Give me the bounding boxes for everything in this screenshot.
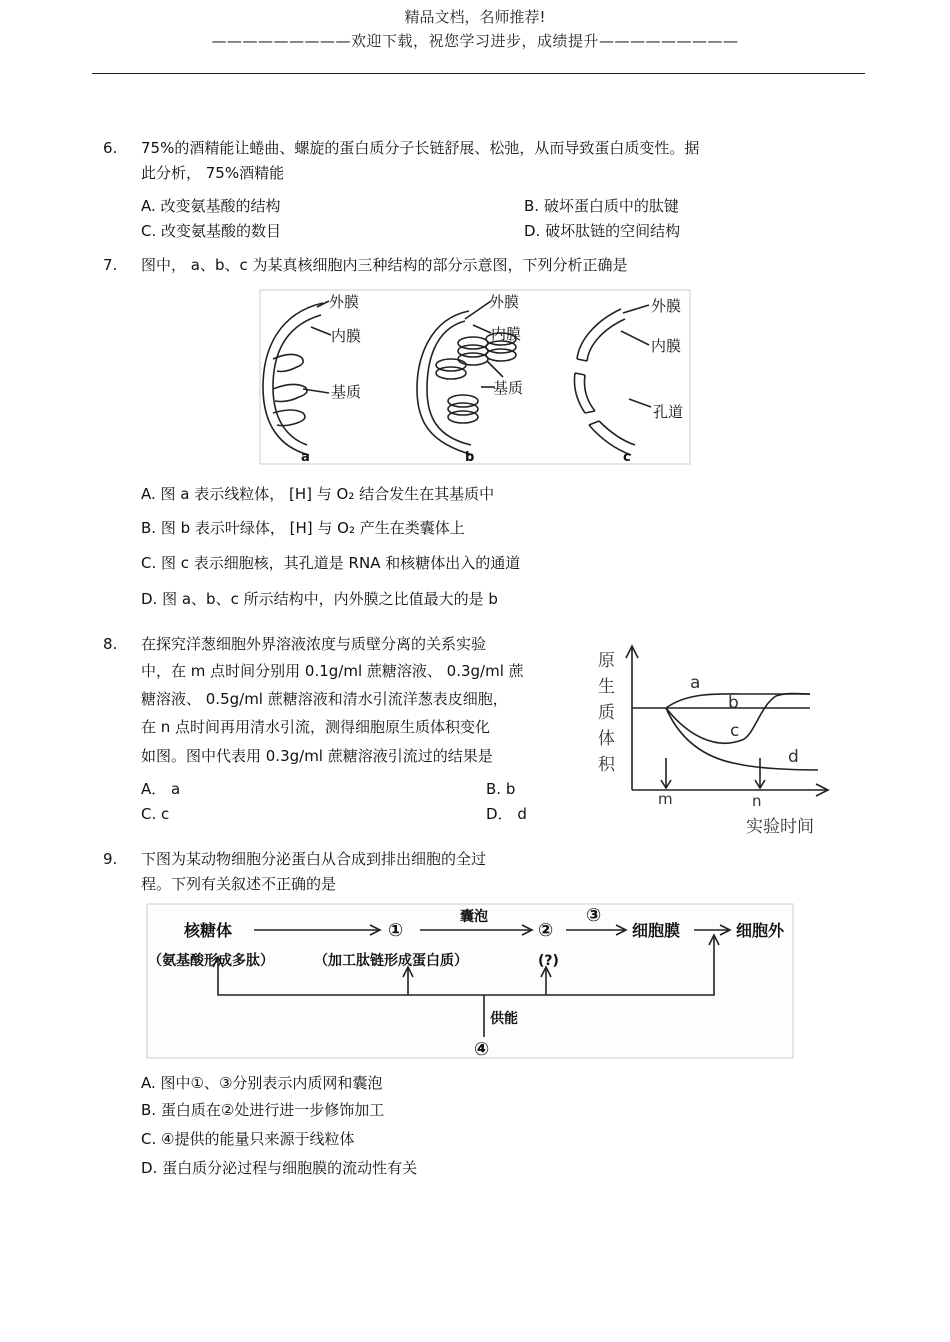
q6-option-d: D. 破坏肽链的空间结构 bbox=[524, 222, 681, 240]
c-inner-membrane bbox=[587, 319, 625, 361]
q8-stem-line4: 在 n 点时间再用清水引流，测得细胞原生质体积变化 bbox=[141, 718, 491, 736]
ylabel-char-1: 原 bbox=[598, 651, 615, 671]
q7-option-c: C. 图 c 表示细胞核，其孔道是 RNA 和核糖体出入的通道 bbox=[141, 554, 521, 572]
q6-option-c: C. 改变氨基酸的数目 bbox=[141, 222, 282, 240]
q6-number: 6. bbox=[103, 139, 118, 157]
b-inner-membrane bbox=[427, 321, 471, 445]
q8-option-d: D． d bbox=[486, 805, 527, 823]
node-3: ③ bbox=[586, 905, 602, 926]
a-outer-membrane bbox=[263, 303, 323, 455]
q9-option-c: C. ④提供的能量只来源于线粒体 bbox=[141, 1130, 355, 1148]
c-label-inner: 内膜 bbox=[651, 337, 682, 355]
q7-stem: 图中， a、b、c 为某真核细胞内三种结构的部分示意图，下列分析正确是 bbox=[141, 256, 628, 274]
ylabel-char-2: 生 bbox=[598, 677, 615, 697]
c-outer-membrane bbox=[577, 309, 621, 359]
fig-label-c: c bbox=[623, 450, 631, 465]
q8-stem-line2: 中，在 m 点时间分别用 0.1g/ml 蔗糖溶液、 0.3g/ml 蔗 bbox=[141, 662, 524, 680]
q9-stem-line1: 下图为某动物细胞分泌蛋白从合成到排出细胞的全过 bbox=[141, 850, 487, 868]
node-outside: 细胞外 bbox=[736, 921, 785, 940]
mark-m: m bbox=[658, 790, 673, 808]
q8-number: 8. bbox=[103, 635, 118, 653]
a-label-matrix: 基质 bbox=[331, 383, 362, 401]
a-label-inner: 内膜 bbox=[331, 327, 362, 345]
ylabel-char-3: 质 bbox=[598, 703, 615, 723]
fig-label-a: a bbox=[301, 450, 310, 465]
x-axis-label: 实验时间 bbox=[746, 817, 814, 837]
label-vesicle: 囊泡 bbox=[460, 909, 488, 925]
q6-stem-line2: 此分析， 75%酒精能 bbox=[141, 164, 285, 182]
curve-label-d: d bbox=[788, 747, 799, 767]
q6-option-b: B. 破坏蛋白质中的肽键 bbox=[524, 197, 679, 215]
q8-option-c: C. c bbox=[141, 805, 170, 823]
label-energy: 供能 bbox=[490, 1011, 518, 1027]
q9-option-a: A. 图中①、③分别表示内质网和囊泡 bbox=[141, 1074, 383, 1092]
q7-option-a: A. 图 a 表示线粒体， [H] 与 O₂ 结合发生在其基质中 bbox=[141, 485, 495, 503]
q7-option-b: B. 图 b 表示叶绿体， [H] 与 O₂ 产生在类囊体上 bbox=[141, 519, 465, 537]
node-ribosome-note: （氨基酸形成多肽） bbox=[148, 953, 274, 969]
node-2: ② bbox=[538, 920, 554, 941]
a-label-outer: 外膜 bbox=[329, 293, 360, 311]
node-1: ① bbox=[388, 920, 404, 941]
b-label-matrix: 基质 bbox=[493, 379, 524, 397]
q7-number: 7. bbox=[103, 256, 118, 274]
node-1-note: （加工肽链形成蛋白质） bbox=[314, 953, 468, 969]
node-ribosome: 核糖体 bbox=[184, 921, 233, 940]
b-label-inner: 内膜 bbox=[491, 325, 522, 343]
q8-option-b: B. b bbox=[486, 780, 516, 798]
q9-option-d: D. 蛋白质分泌过程与细胞膜的流动性有关 bbox=[141, 1159, 418, 1177]
curve-a bbox=[632, 694, 810, 708]
q6-stem-line1: 75%的酒精能让蜷曲、螺旋的蛋白质分子长链舒展、松弛，从而导致蛋白质变性。据 bbox=[141, 139, 700, 157]
q9-stem-line2: 程。下列有关叙述不正确的是 bbox=[141, 875, 337, 893]
q8-stem-line1: 在探究洋葱细胞外界溶液浓度与质壁分离的关系实验 bbox=[141, 635, 487, 653]
q7-option-d: D. 图 a、b、c 所示结构中，内外膜之比值最大的是 b bbox=[141, 590, 498, 608]
q9-secretion-flow-figure bbox=[146, 903, 794, 1059]
q8-stem-line3: 糖溶液、 0.5g/ml 蔗糖溶液和清水引流洋葱表皮细胞， bbox=[141, 690, 508, 708]
curve-label-a: a bbox=[690, 673, 701, 693]
q6-option-a: A. 改变氨基酸的结构 bbox=[141, 197, 281, 215]
node-4: ④ bbox=[474, 1039, 490, 1059]
q9-option-b: B. 蛋白质在②处进行进一步修饰加工 bbox=[141, 1101, 385, 1119]
c-label-pore: 孔道 bbox=[653, 403, 684, 421]
q8-stem-line5: 如图。图中代表用 0.3g/ml 蔗糖溶液引流过的结果是 bbox=[141, 747, 493, 765]
header-rule bbox=[92, 73, 865, 74]
curve-label-b: b bbox=[728, 693, 739, 713]
ylabel-char-4: 体 bbox=[598, 729, 615, 749]
q7-organelle-figure bbox=[259, 289, 691, 465]
q9-number: 9. bbox=[103, 850, 118, 868]
q8-volume-chart bbox=[592, 640, 836, 840]
c-label-outer: 外膜 bbox=[651, 297, 682, 315]
node-membrane: 细胞膜 bbox=[632, 921, 681, 940]
header-title: 精品文档，名师推荐! bbox=[404, 8, 546, 26]
mark-n: n bbox=[752, 792, 762, 810]
fig-label-b: b bbox=[465, 450, 475, 465]
q8-option-a: A． a bbox=[141, 780, 181, 798]
node-2-note: (?) bbox=[538, 953, 559, 969]
curve-label-c: c bbox=[730, 721, 740, 741]
ylabel-char-5: 积 bbox=[598, 755, 615, 775]
b-label-outer: 外膜 bbox=[489, 293, 520, 311]
header-subtitle: —————————欢迎下载，祝您学习进步，成绩提升————————— bbox=[211, 32, 739, 50]
